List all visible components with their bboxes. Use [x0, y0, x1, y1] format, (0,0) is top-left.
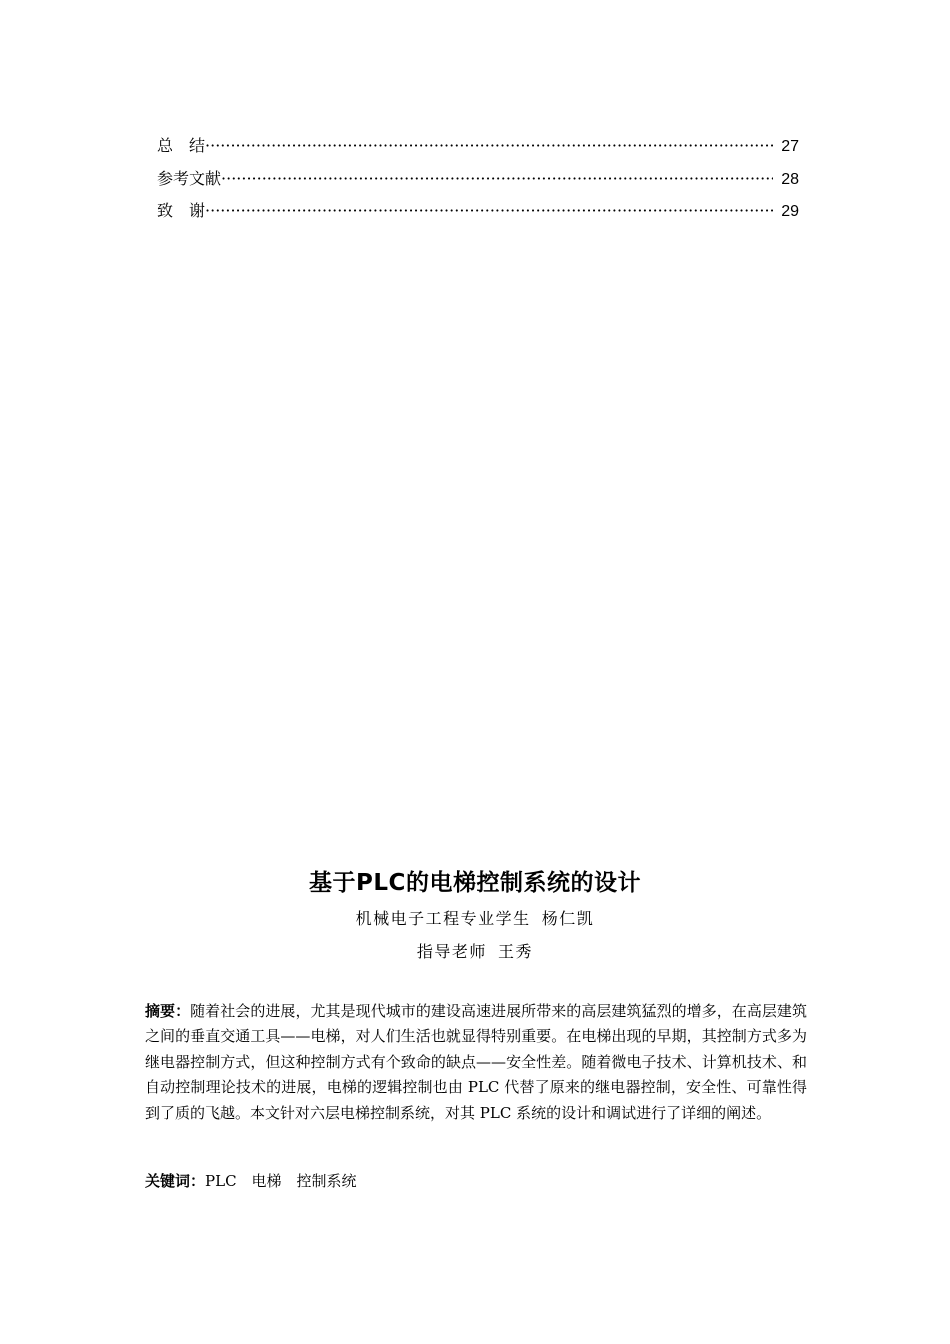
toc-entry-conclusion[interactable]: [157, 130, 799, 163]
toc-entry-page: 29: [781, 203, 799, 220]
toc-dot-leader: [205, 130, 773, 163]
toc-entry-acknowledgements[interactable]: [157, 195, 799, 228]
paper-title: 基于PLC的电梯控制系统的设计: [309, 870, 641, 896]
toc-dot-leader: [221, 163, 773, 196]
toc-entry-page: 28: [781, 170, 799, 188]
toc-entry-page: 27: [781, 138, 799, 155]
abstract-text: 随着社会的进展，尤其是现代城市的建设高速进展所带来的高层建筑猛烈的增多，在高层建筑之间的垂直交通工具——电梯，对人们生活也就显得特别重要。在电梯出现的早期，其控制方式多为继电器控制方式，但这种控制方式有个致命的缺点——安全性差。随着微电子技术、计算机技术、和自动控制理论技术的进展，电梯的逻辑控制也由 PLC 代替了原来的继电器控制，安全性、可靠性得到了质的飞越。本文针对六层电梯控制系统，对其 PLC 系统的设计和调试进行了详细的阐述。: [145, 1002, 807, 1122]
toc-entry-references[interactable]: [157, 163, 799, 196]
toc-entry-label: 参考文献: [157, 168, 222, 188]
abstract-label: 摘要：: [145, 1002, 191, 1020]
table-of-contents: [157, 130, 799, 228]
toc-dot-leader: [205, 195, 773, 228]
toc-entry-label: 致 谢: [157, 201, 206, 220]
abstract-paragraph: [145, 999, 807, 1126]
keywords-text: PLC 电梯 控制系统: [205, 1172, 357, 1190]
keywords-label: 关键词：: [145, 1172, 206, 1190]
author-line: 机械电子工程专业学生 杨仁凯: [355, 909, 595, 928]
toc-entry-label: 总 结: [157, 136, 206, 155]
keywords-line: [145, 1169, 357, 1194]
advisor-line: 指导老师 王秀: [416, 942, 534, 961]
